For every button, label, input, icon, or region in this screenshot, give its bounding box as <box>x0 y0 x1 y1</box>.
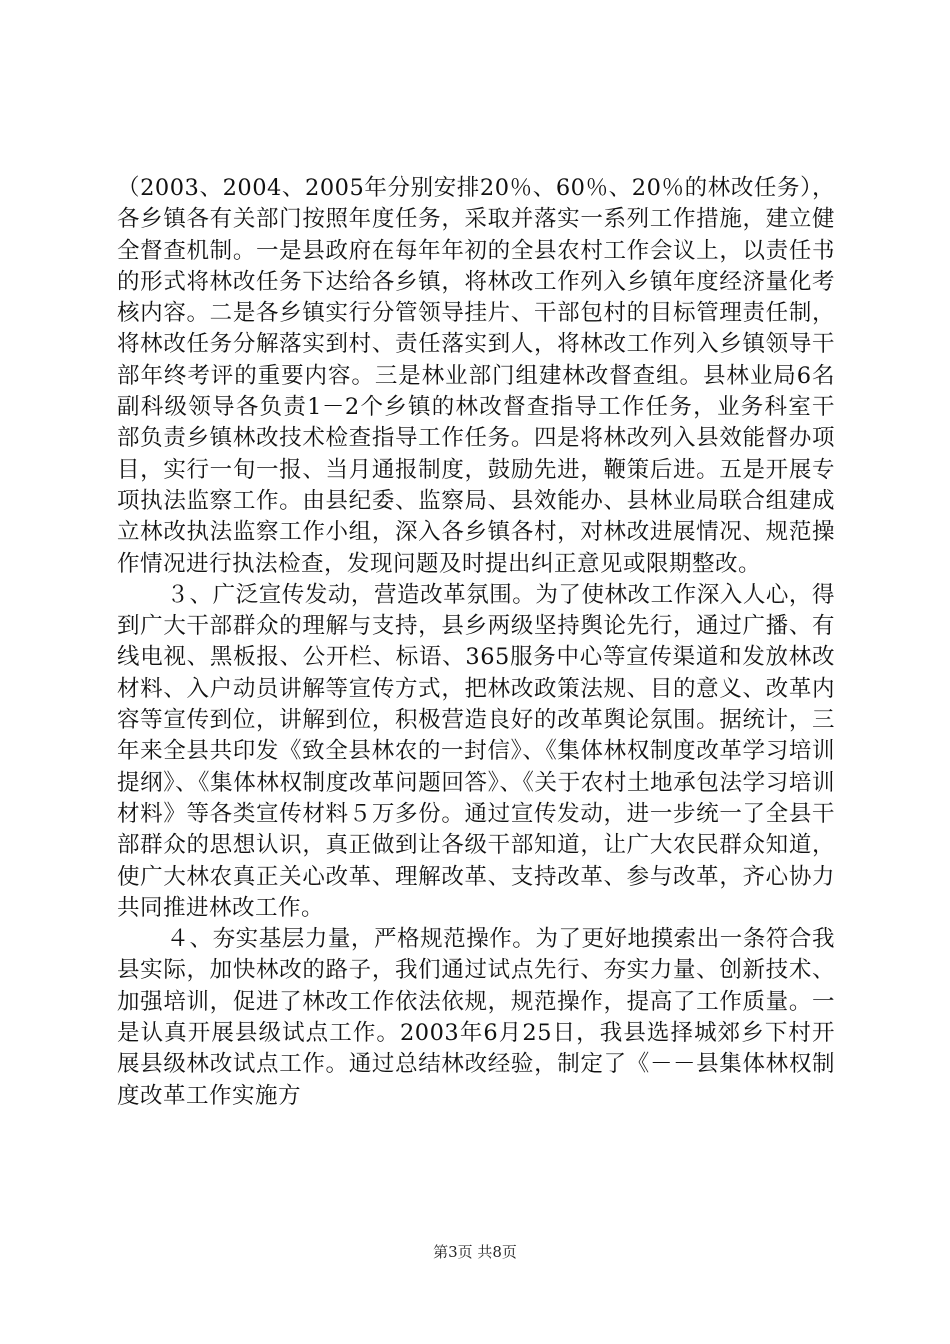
page-footer: 第3页 共8页 <box>433 1243 517 1261</box>
paragraph-grassroots: ４、夯实基层力量，严格规范操作。为了更好地摸索出一条符合我县实际，加快林改的路子，我们通过试点先行、夯实力量、创新技术、加强培训，促进了林改工作依法依规，规范操作，提高了工作质量。一是认真开展县级试点工作。2003年6月25日，我县选择城郊乡下村开展县级林改试点工作。通过总结林改经验，制定了《－－县集体林权制度改革工作实施方 <box>117 926 835 1109</box>
paragraph-publicity: ３、广泛宣传发动，营造改革氛围。为了使林改工作深入人心，得到广大干部群众的理解与支持，县乡两级坚持舆论先行，通过广播、有线电视、黑板报、公开栏、标语、365服务中心等宣传渠道和发放林改材料、入户动员讲解等宣传方式，把林改政策法规、目的意义、改革内容等宣传到位，讲解到位，积极营造良好的改革舆论氛围。据统计，三年来全县共印发《致全县林农的一封信》、《集体林权制度改革学习培训提纲》、《集体林权制度改革问题回答》、《关于农村土地承包法学习培训材料》等各类宣传材料５万多份。通过宣传发动，进一步统一了全县干部群众的思想认识，真正做到让各级干部知道，让广大农民群众知道，使广大林农真正关心改革、理解改革、支持改革、参与改革，齐心协力共同推进林改工作。 <box>117 581 835 921</box>
paragraph-continuation: （2003、2004、2005年分别安排20％、60％、20％的林改任务），各乡镇各有关部门按照年度任务，采取并落实一系列工作措施，建立健全督查机制。一是县政府在每年年初的全县农村工作会议上，以责任书的形式将林改任务下达给各乡镇，将林改工作列入乡镇年度经济量化考核内容。二是各乡镇实行分管领导挂片、干部包村的目标管理责任制，将林改任务分解落实到村、责任落实到人，将林改工作列入乡镇领导干部年终考评的重要内容。三是林业部门组建林改督查组。县林业局6名副科级领导各负责1－2个乡镇的林改督查指导工作任务，业务科室干部负责乡镇林改技术检查指导工作任务。四是将林改列入县效能督办项目，实行一旬一报、当月通报制度，鼓励先进，鞭策后进。五是开展专项执法监察工作。由县纪委、监察局、县效能办、县林业局联合组建成立林改执法监察工作小组，深入各乡镇各村，对林改进展情况、规范操作情况进行执法检查，发现问题及时提出纠正意见或限期整改。 <box>117 175 835 577</box>
document-body <box>117 173 835 1112</box>
